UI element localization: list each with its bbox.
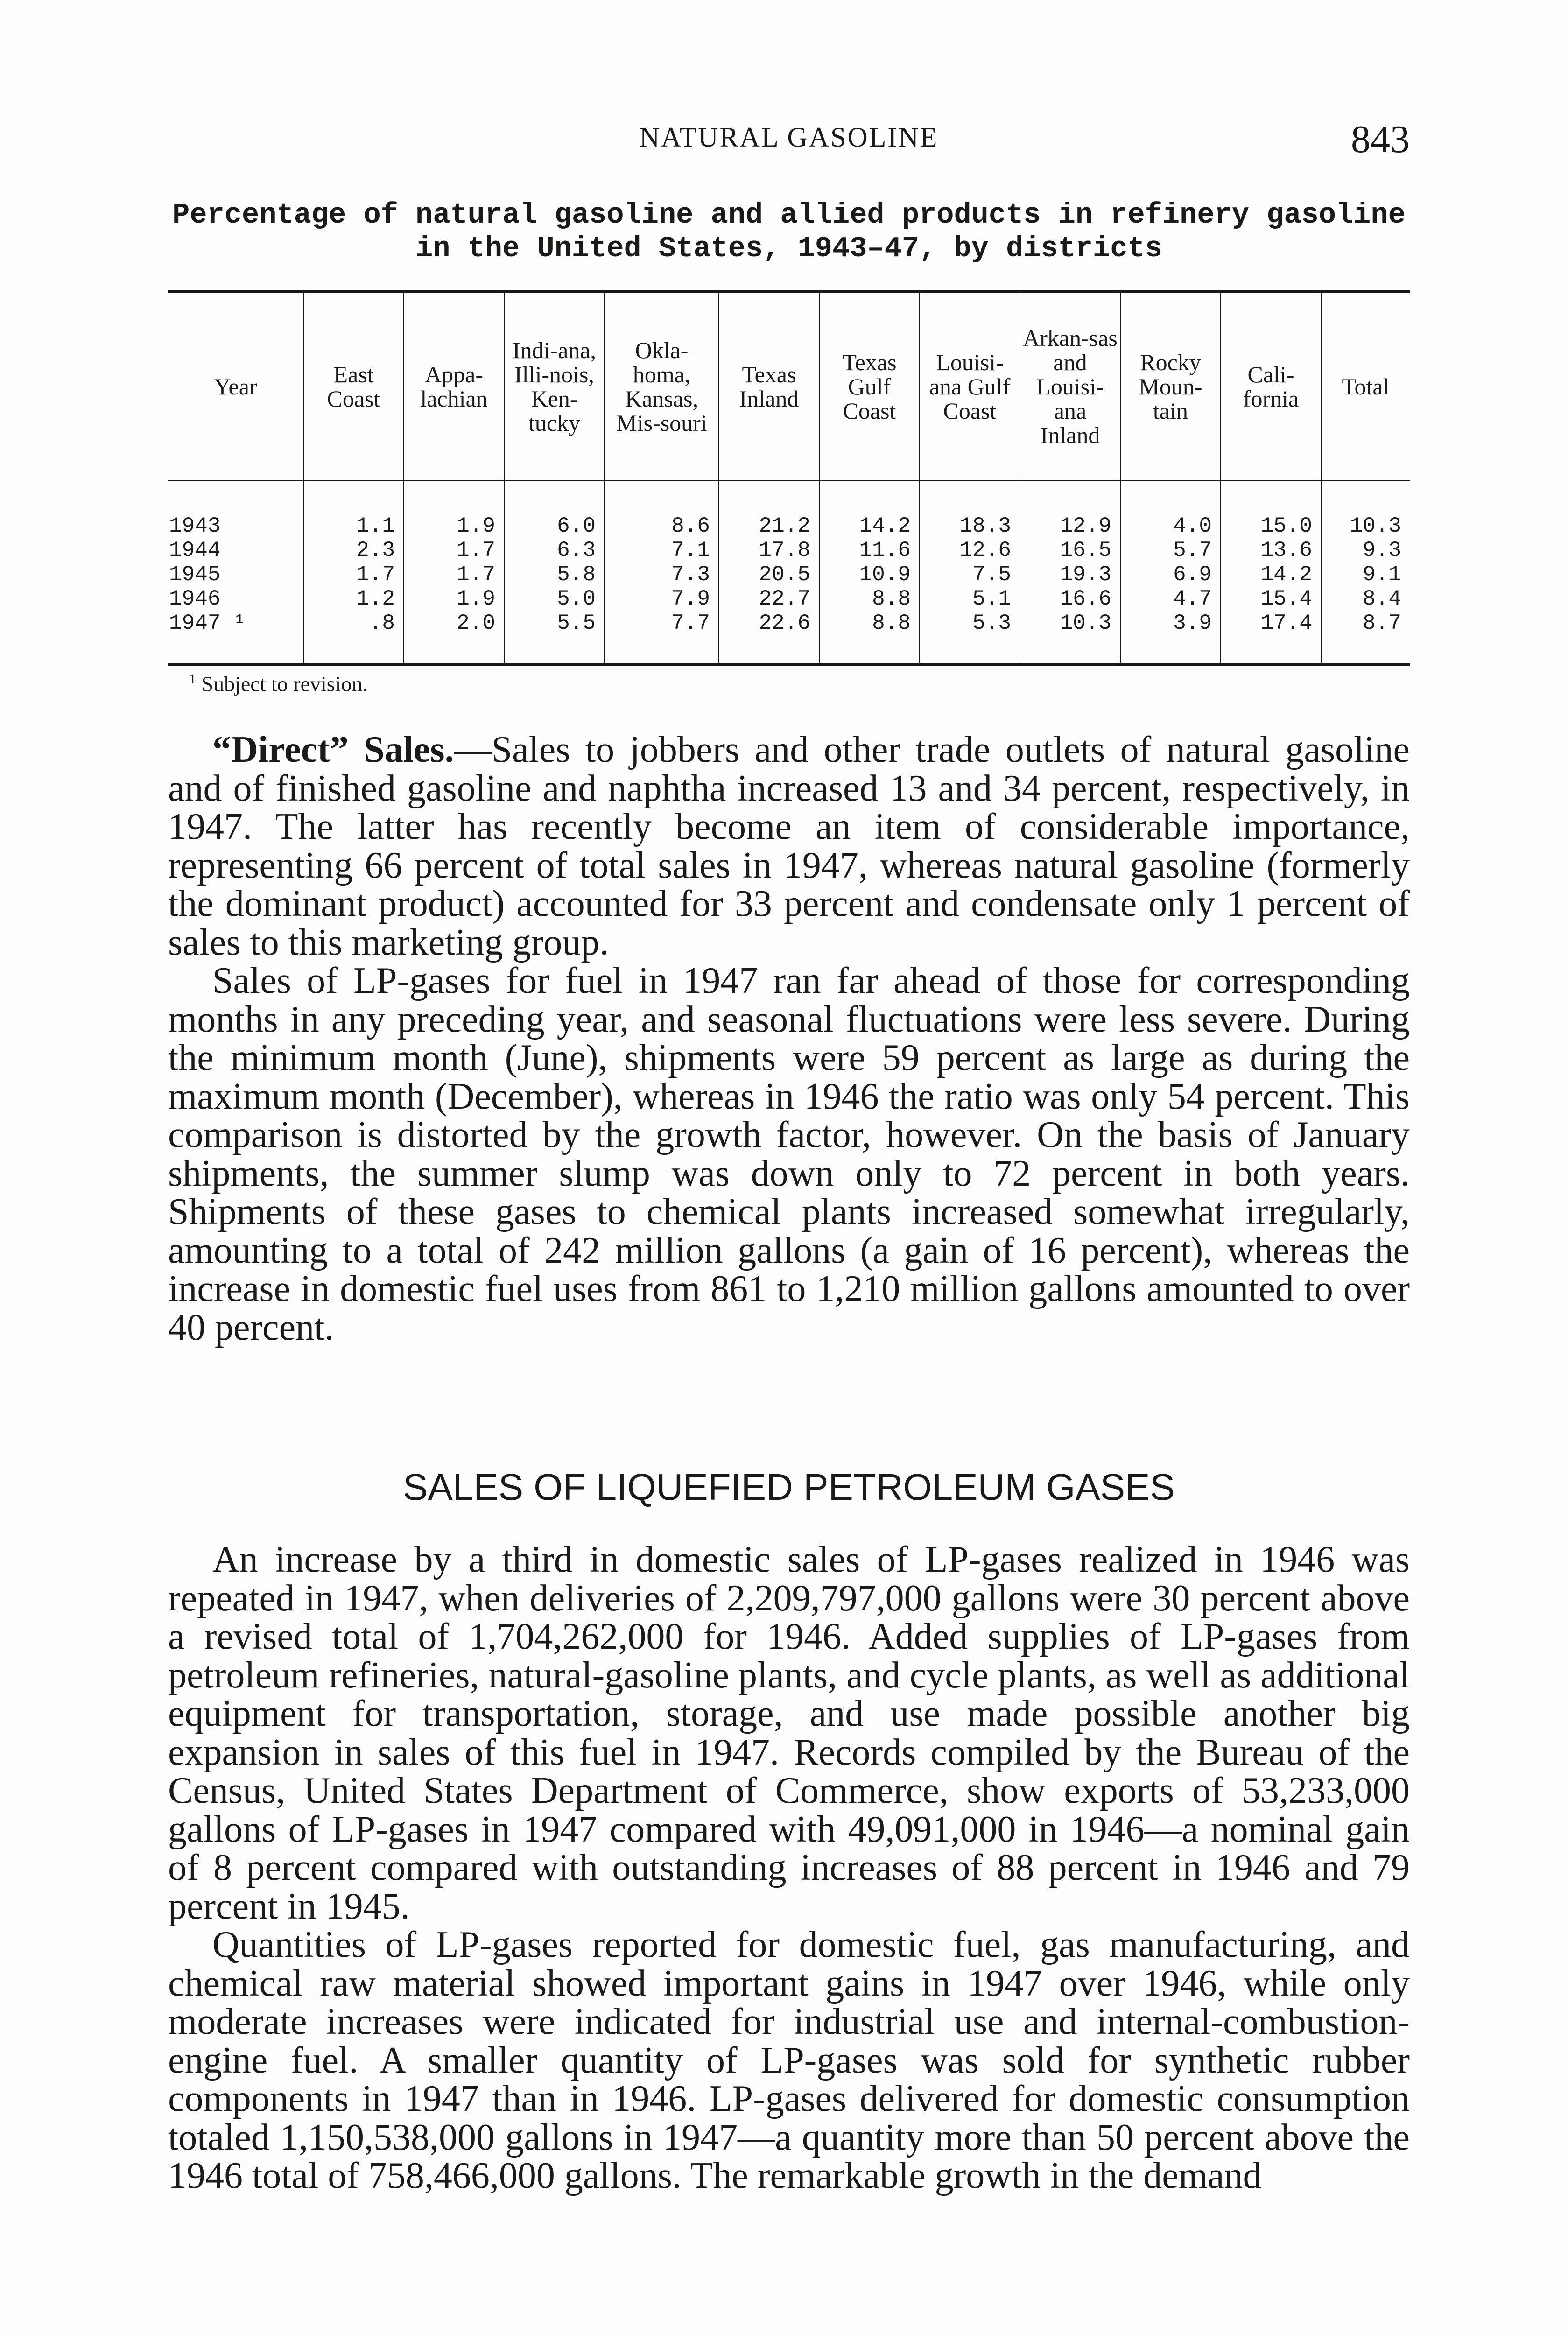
table-cell: 1.9 [404, 587, 504, 611]
table-cell: 1.9 [404, 514, 504, 538]
table-cell: 13.6 [1221, 538, 1321, 562]
table-cell: 7.1 [605, 538, 719, 562]
table-cell: 22.6 [719, 611, 819, 635]
paragraph: An increase by a third in domestic sales of LP-gases realized in 1946 was repeated in 1947, when deliveries of 2,209,797,000 gallons were 30 percent above a revised total of 1,704,262,000 for 1946. Added supplies of LP-gases from petroleum refineries, natural-gasoline plants, and cycle plants, as well as additional equipment for transportation, storage, and use made possible another big expansion in sales of this fuel in 1947. Records compiled by the Bureau of the Census, United States Department of Commerce, show exports of 53,233,000 gallons of LP-gases in 1947 compared with 49,091,000 in 1946—a nominal gain of 8 percent compared with outstanding increases of 88 percent in 1946 and 79 percent in 1945. [168, 1539, 1410, 1927]
column-header: Texas Inland [719, 292, 819, 481]
footnote-marker: 1 [189, 671, 196, 687]
table-row [168, 538, 1410, 562]
table-cell: 6.0 [504, 514, 605, 538]
table-spacer-row [168, 635, 1410, 665]
table-cell: 1.7 [404, 538, 504, 562]
table-cell: 8.7 [1321, 611, 1410, 635]
paragraph: Sales of LP-gases for fuel in 1947 ran far ahead of those for corresponding months in any preceding year, and seasonal fluctuations were less severe. During the minimum month (June), shipments were 59 percent as large as during the maximum month (December), whereas in 1946 the ratio was only 54 percent. This comparison is distorted by the growth factor, however. On the basis of January shipments, the summer slump was down only to 72 percent in both years. Shipments of these gases to chemical plants increased somewhat irregularly, amounting to a total of 242 million gallons (a gain of 16 percent), whereas the increase in domestic fuel uses from 861 to 1,210 million gallons amounted to over 40 percent. [168, 960, 1410, 1348]
table-cell: .8 [303, 611, 404, 635]
table-cell: 10.9 [819, 562, 920, 587]
table-cell: 1947 ¹ [169, 611, 246, 635]
column-header: Cali-fornia [1221, 292, 1321, 481]
run-in-heading: “Direct” Sales. [212, 729, 454, 770]
page-number: 843 [1351, 118, 1410, 161]
column-header: Year [168, 292, 303, 481]
column-header: Okla-homa, Kansas, Mis-souri [605, 292, 719, 481]
table-cell: 5.5 [504, 611, 605, 635]
table-cell: 16.6 [1020, 587, 1120, 611]
table-cell: 9.3 [1321, 538, 1410, 562]
column-header: Arkan-sas and Louisi-ana Inland [1020, 292, 1120, 481]
table-cell: 14.2 [819, 514, 920, 538]
table-cell: 5.1 [920, 587, 1020, 611]
table-cell: 5.0 [504, 587, 605, 611]
column-header: Rocky Moun-tain [1120, 292, 1221, 481]
table-cell: 14.2 [1221, 562, 1321, 587]
table-cell: 18.3 [920, 514, 1020, 538]
table-cell: 2.3 [303, 538, 404, 562]
table-row [168, 587, 1410, 611]
table-footnote [189, 671, 368, 696]
section-heading: SALES OF LIQUEFIED PETROLEUM GASES [403, 1466, 1175, 1508]
table-cell: 4.7 [1120, 587, 1221, 611]
table-cell: 15.0 [1221, 514, 1321, 538]
table-cell: 5.3 [920, 611, 1020, 635]
column-header: Total [1321, 292, 1410, 481]
table-cell: 12.9 [1020, 514, 1120, 538]
table-cell: 1945 [169, 562, 221, 587]
table-row [168, 514, 1410, 538]
table-cell: 9.1 [1321, 562, 1410, 587]
column-header: Louisi-ana Gulf Coast [920, 292, 1020, 481]
paragraph: Quantities of LP-gases reported for domestic fuel, gas manufacturing, and chemical raw material showed important gains in 1947 over 1946, while only moderate increases were indicated for industrial use and internal-combustion-engine fuel. A smaller quantity of LP-gases was sold for synthetic rubber components in 1947 than in 1946. LP-gases delivered for domestic consumption totaled 1,150,538,000 gallons in 1947—a quantity more than 50 percent above the 1946 total of 758,466,000 gallons. The remarkable growth in the demand [168, 1924, 1410, 2196]
table-cell: 1.7 [303, 562, 404, 587]
column-header: Indi-ana, Illi-nois, Ken-tucky [504, 292, 605, 481]
table-cell: 5.7 [1120, 538, 1221, 562]
table-caption: Percentage of natural gasoline and allied products in refinery gasoline in the United States, 1943–47, by districts [172, 198, 1406, 265]
table-cell: 7.5 [920, 562, 1020, 587]
column-header: East Coast [303, 292, 404, 481]
table-row [168, 611, 1410, 635]
table-cell: 6.3 [504, 538, 605, 562]
table-cell: 1943 [169, 514, 221, 538]
table-cell: 8.8 [819, 587, 920, 611]
table-cell: 11.6 [819, 538, 920, 562]
column-header: Appa-lachian [404, 292, 504, 481]
table-cell: 21.2 [719, 514, 819, 538]
table-cell: 7.3 [605, 562, 719, 587]
table-spacer-row [168, 481, 1410, 514]
table-cell: 7.7 [605, 611, 719, 635]
table-cell: 8.6 [605, 514, 719, 538]
table-cell: 19.3 [1020, 562, 1120, 587]
table-cell: 3.9 [1120, 611, 1221, 635]
table-cell: 6.9 [1120, 562, 1221, 587]
table-row [168, 562, 1410, 587]
table-cell: 2.0 [404, 611, 504, 635]
table-cell: 20.5 [719, 562, 819, 587]
paragraph [168, 731, 1410, 962]
table-cell: 10.3 [1020, 611, 1120, 635]
table-cell: 5.8 [504, 562, 605, 587]
table-header-row [168, 292, 1410, 481]
table-cell: 16.5 [1020, 538, 1120, 562]
table-cell: 1.7 [404, 562, 504, 587]
running-head [168, 117, 1410, 159]
running-title: NATURAL GASOLINE [639, 122, 939, 153]
footnote-text: Subject to revision. [201, 672, 368, 696]
direct-sales-section [168, 731, 1410, 1347]
table-cell: 10.3 [1321, 514, 1410, 538]
lp-gases-section [168, 1540, 1410, 2195]
table-cell: 22.7 [719, 587, 819, 611]
table-cell: 8.4 [1321, 587, 1410, 611]
table-cell: 4.0 [1120, 514, 1221, 538]
table-cell: 17.4 [1221, 611, 1321, 635]
table-cell: 8.8 [819, 611, 920, 635]
table-cell: 17.8 [719, 538, 819, 562]
table-cell: 15.4 [1221, 587, 1321, 611]
table-cell: 12.6 [920, 538, 1020, 562]
paragraph-text: —Sales to jobbers and other trade outlets of natural gasoline and of finished gasoline and naphtha increased 13 and 34 percent, respectively, in 1947. The latter has recently become an item of considerable importance, representing 66 percent of total sales in 1947, whereas natural gasoline (formerly the dominant product) accounted for 33 percent and condensate only 1 percent of sales to this marketing group. [168, 729, 1410, 963]
column-header: Texas Gulf Coast [819, 292, 920, 481]
district-percentage-table [168, 290, 1410, 666]
table-cell: 1946 [169, 587, 221, 611]
table-cell: 1.1 [303, 514, 404, 538]
table-cell: 1944 [169, 538, 221, 562]
table-cell: 1.2 [303, 587, 404, 611]
table-cell: 7.9 [605, 587, 719, 611]
